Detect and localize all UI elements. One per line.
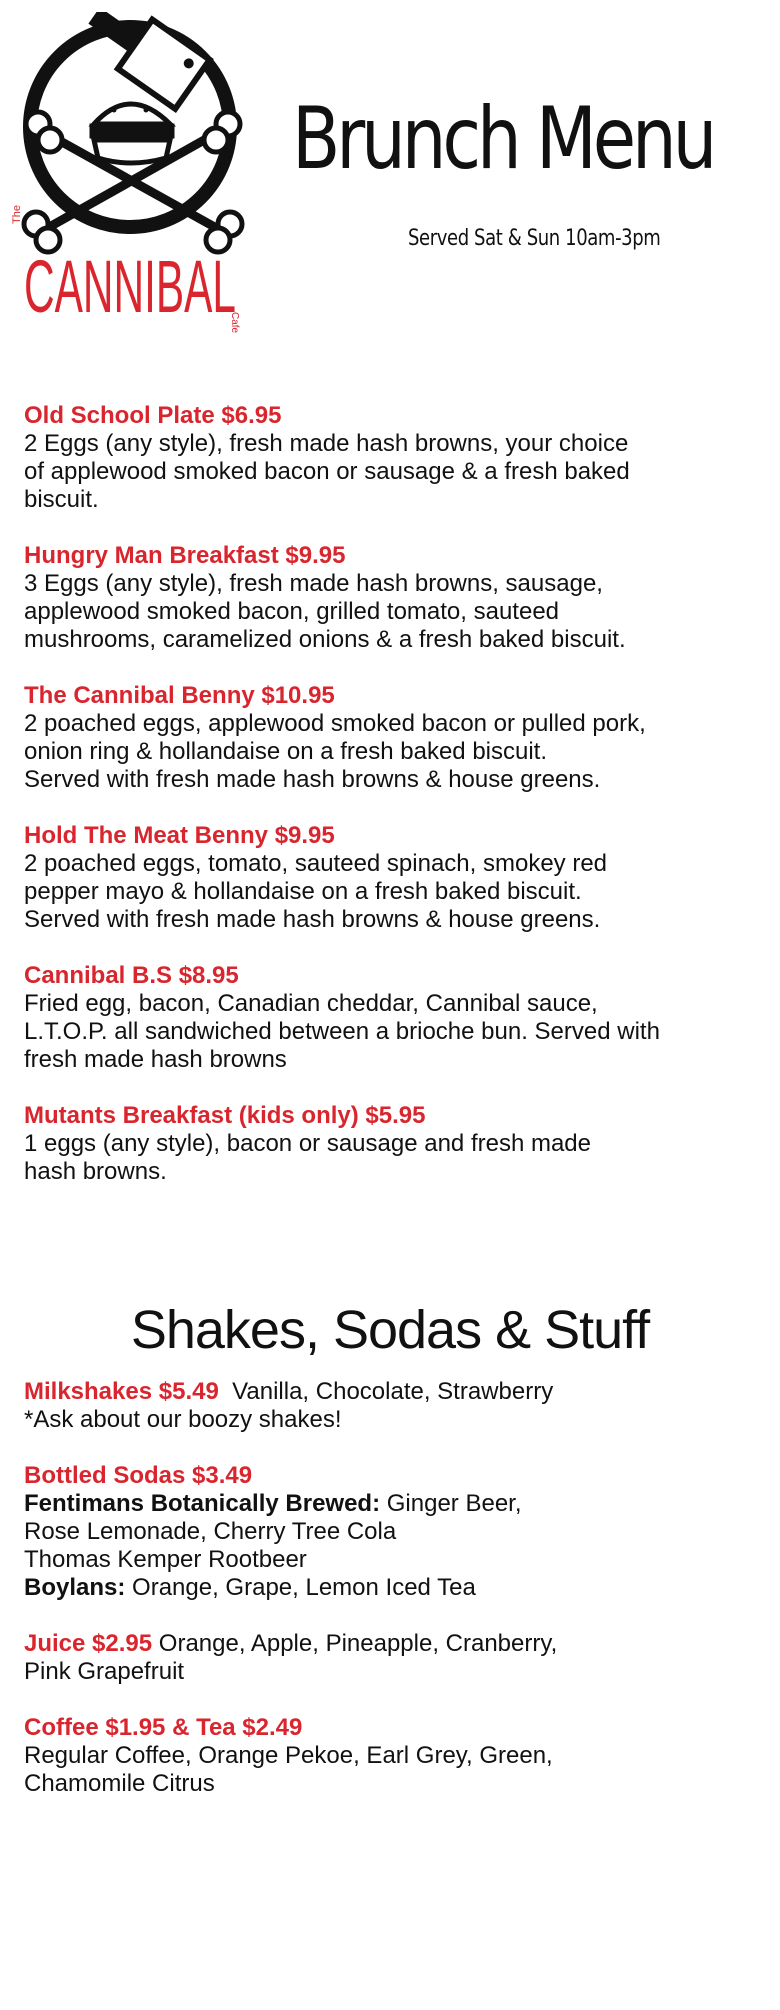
menu-item [24, 542, 774, 654]
cleaver-burger-crossbones-icon [10, 12, 250, 342]
menu-item-name: The Cannibal Benny $10.95 [24, 682, 335, 709]
drinks-menu-list [24, 1378, 774, 1826]
menu-item-name: Hungry Man Breakfast $9.95 [24, 542, 346, 569]
menu-item-description: 2 poached eggs, applewood smoked bacon or pulled pork, onion ring & hollandaise on a fresh baked biscuit. Served with fresh made hash browns & house greens. [24, 710, 646, 793]
menu-item-description: 2 Eggs (any style), fresh made hash browns, your choice of applewood smoked bacon or sausage & a fresh baked biscuit. [24, 430, 630, 513]
menu-item [24, 402, 774, 514]
drink-item-name: Milkshakes $5.49 [24, 1378, 219, 1405]
soda-brand-label: Boylans [24, 1574, 118, 1601]
drink-item-note: *Ask about our boozy shakes! [24, 1406, 342, 1433]
menu-item [24, 1102, 774, 1186]
menu-item-description: 1 eggs (any style), bacon or sausage and fresh made hash browns. [24, 1130, 591, 1185]
brand-colon: : [117, 1574, 126, 1601]
drink-item-flavors: Vanilla, Chocolate, Strawberry [232, 1378, 554, 1405]
drink-item-name: Bottled Sodas $3.49 [24, 1462, 253, 1489]
page-title: Brunch Menu [292, 89, 714, 189]
soda-brand-flavors: Orange, Grape, Lemon Iced Tea [132, 1574, 476, 1601]
menu-item-description: 2 poached eggs, tomato, sauteed spinach, smokey red pepper mayo & hollandaise on a fresh baked biscuit. Served with fresh made hash browns & house greens. [24, 850, 608, 933]
logo-the-text: The [11, 205, 23, 224]
menu-item-description: Fried egg, bacon, Canadian cheddar, Cannibal sauce, L.T.O.P. all sandwiched between a brioche bun. Served with fresh made hash browns [24, 990, 660, 1073]
drink-item-flavors: Orange, Apple, Pineapple, Cranberry, [158, 1630, 558, 1657]
drink-item-sodas [24, 1462, 774, 1602]
drink-item-coffee-tea [24, 1714, 774, 1798]
logo-cafe-text: Cafe [229, 312, 240, 334]
menu-item-name: Mutants Breakfast (kids only) $5.95 [24, 1102, 426, 1129]
menu-item [24, 682, 774, 794]
menu-item-name: Cannibal B.S $8.95 [24, 962, 239, 989]
soda-brand-flavors-continued: Rose Lemonade, Cherry Tree Cola [24, 1518, 397, 1545]
logo-wordmark: CANNIBAL [24, 245, 237, 328]
drink-item-flavors-continued: Chamomile Citrus [24, 1770, 215, 1797]
drink-item-flavors: Regular Coffee, Orange Pekoe, Earl Grey, Green, [24, 1742, 553, 1769]
menu-item [24, 962, 774, 1074]
soda-kemper: Thomas Kemper Rootbeer [24, 1546, 307, 1573]
brand-colon: : [372, 1490, 381, 1517]
drink-item-milkshakes [24, 1378, 774, 1434]
soda-brand-flavors: Ginger Beer, [386, 1490, 522, 1517]
drink-item-name: Coffee $1.95 & Tea $2.49 [24, 1714, 303, 1741]
menu-item-description: 3 Eggs (any style), fresh made hash browns, sausage, applewood smoked bacon, grilled tomato, sauteed mushrooms, caramelized onions & a fresh baked biscuit. [24, 570, 626, 653]
brunch-menu-list [24, 402, 774, 1214]
service-hours: Served Sat & Sun 10am-3pm [408, 226, 661, 251]
menu-item-name: Old School Plate $6.95 [24, 402, 282, 429]
drink-item-juice [24, 1630, 774, 1686]
menu-item-name: Hold The Meat Benny $9.95 [24, 822, 335, 849]
soda-brand-label: Fentimans Botanically Brewed [24, 1490, 373, 1517]
menu-item [24, 822, 774, 934]
cannibal-cafe-logo [10, 12, 250, 342]
drinks-section-title: Shakes, Sodas & Stuff [130, 1300, 650, 1360]
drink-item-name: Juice $2.95 [24, 1630, 153, 1657]
drink-item-flavors-continued: Pink Grapefruit [24, 1658, 185, 1685]
